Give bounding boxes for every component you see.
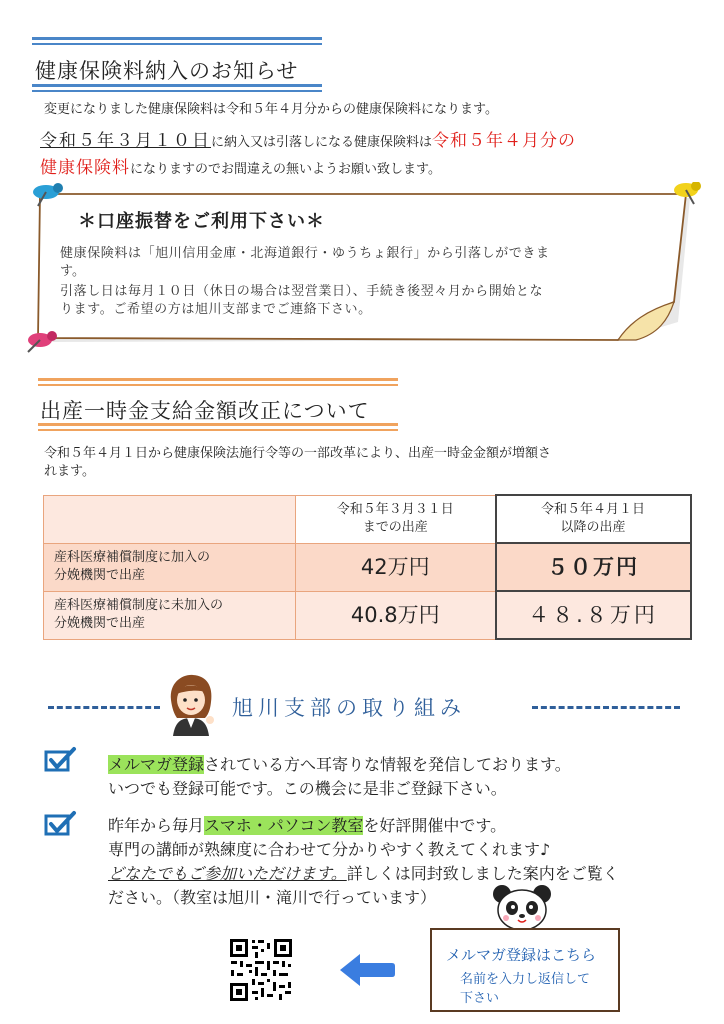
item2-text-a: 昨年から毎月 xyxy=(108,816,205,835)
table-row xyxy=(44,543,691,591)
month-emphasis: 令和５年４月分の xyxy=(432,131,577,151)
item2-line3-text: 詳しくは同封致しました案内をご覧く xyxy=(346,864,619,883)
checkbox-icon xyxy=(44,746,78,774)
section1-line3 xyxy=(40,153,441,178)
table-header-new xyxy=(496,495,691,543)
note-p1-line2: す。 xyxy=(60,264,85,279)
row1-old-amount: 42万円 xyxy=(296,543,496,591)
register-box-sub-line1: 名前を入力し返信して xyxy=(460,972,591,987)
header-old-line1: 令和５年３月３１日 xyxy=(336,502,454,517)
line2-text: に納入又は引落しになる健康保険料は xyxy=(211,135,433,150)
table-header-empty xyxy=(44,495,296,543)
header-new-line2: 以降の出産 xyxy=(560,520,626,535)
item1-line2: いつでも登録可能です。この機会に是非ご登録下さい。 xyxy=(108,779,507,798)
item2-line1 xyxy=(108,813,506,836)
section1-line1: 変更になりました健康保険料は令和５年４月分からの健康保険料になります。 xyxy=(44,102,498,117)
item1-line1 xyxy=(108,752,571,775)
section1-top-rule-2 xyxy=(32,43,322,45)
section2-top-rule xyxy=(38,378,398,381)
row1-label-line1: 産科医療補償制度に加入の xyxy=(54,550,211,565)
item2-line4: ださい。（教室は旭川・滝川で行っています） xyxy=(108,888,437,907)
qr-code[interactable] xyxy=(228,937,294,1003)
date-emphasis: 令和５年３月１０日 xyxy=(40,131,211,151)
table-header-row xyxy=(44,495,691,543)
register-box-title: メルマガ登録はこちら xyxy=(446,946,597,964)
table-header-old xyxy=(296,495,496,543)
line3-text: になりますのでお間違えの無いようお願い致します。 xyxy=(130,162,441,177)
note-title: ＊口座振替をご利用下さい＊ xyxy=(78,211,325,232)
section1-bottom-rule-2 xyxy=(32,90,322,92)
section1-top-rule xyxy=(32,37,322,40)
checkbox-icon xyxy=(44,810,78,838)
staff-avatar xyxy=(163,672,219,736)
section2-intro-line1: 令和５年４月１日から健康保険法施行令等の一部改革により、出産一時金金額が増額さ xyxy=(44,446,552,461)
row2-label-line1: 産科医療補償制度に未加入の xyxy=(54,598,224,613)
row1-new-amount: ５０万円 xyxy=(496,543,691,591)
register-box-sub-line2: 下さい xyxy=(460,991,500,1006)
pc-class-highlight: スマホ・パソコン教室 xyxy=(204,816,364,835)
table-row xyxy=(44,591,691,639)
section1-title: 健康保険料納入のお知らせ xyxy=(35,59,299,83)
section1-bottom-rule xyxy=(32,84,322,87)
mailmag-register-box[interactable] xyxy=(430,928,620,1012)
note-p2-line1: 引落し日は毎月１０日（休日の場合は翌営業日）、手続き後翌々月から開始とな xyxy=(60,284,544,299)
section3-dashes-right xyxy=(532,706,680,709)
section3-title: 旭川支部の取り組み xyxy=(232,696,466,720)
section2-intro-line2: れます。 xyxy=(44,464,95,479)
row2-old-amount: 40.8万円 xyxy=(296,591,496,639)
everyone-welcome: どなたでもご参加いただけます。 xyxy=(108,864,347,883)
item1-text: されている方へ耳寄りな情報を発信しております。 xyxy=(204,755,571,774)
item2-text-b: を好評開催中です。 xyxy=(363,816,507,835)
header-new-line1: 令和５年４月１日 xyxy=(540,502,645,517)
section2-title: 出産一時金支給金額改正について xyxy=(40,399,370,423)
mailmag-highlight: メルマガ登録 xyxy=(108,755,205,774)
section2-bottom-rule-2 xyxy=(38,429,398,431)
section1-line2 xyxy=(40,126,576,151)
section2-bottom-rule xyxy=(38,423,398,426)
row2-new-amount: ４８.８万円 xyxy=(496,591,691,639)
row2-label-line2: 分娩機関で出産 xyxy=(54,616,146,631)
section3-dashes-left xyxy=(48,706,160,709)
note-p1-line1: 健康保険料は「旭川信用金庫・北海道銀行・ゆうちょ銀行」から引落しができま xyxy=(60,246,550,261)
section2-top-rule-2 xyxy=(38,384,398,386)
premium-emphasis: 健康保険料 xyxy=(40,158,130,178)
item2-line2: 専門の講師が熟練度に合わせて分かりやすく教えてくれます♪ xyxy=(108,840,551,859)
row2-label xyxy=(44,591,296,639)
header-old-line2: までの出産 xyxy=(362,520,428,535)
left-arrow-icon xyxy=(338,952,396,988)
panda-icon xyxy=(490,882,554,932)
note-p2-line2: ります。ご希望の方は旭川支部までご連絡下さい。 xyxy=(60,302,372,317)
item2-line3 xyxy=(108,861,619,884)
row1-label-line2: 分娩機関で出産 xyxy=(54,568,146,583)
birth-allowance-table xyxy=(43,494,692,640)
row1-label xyxy=(44,543,296,591)
